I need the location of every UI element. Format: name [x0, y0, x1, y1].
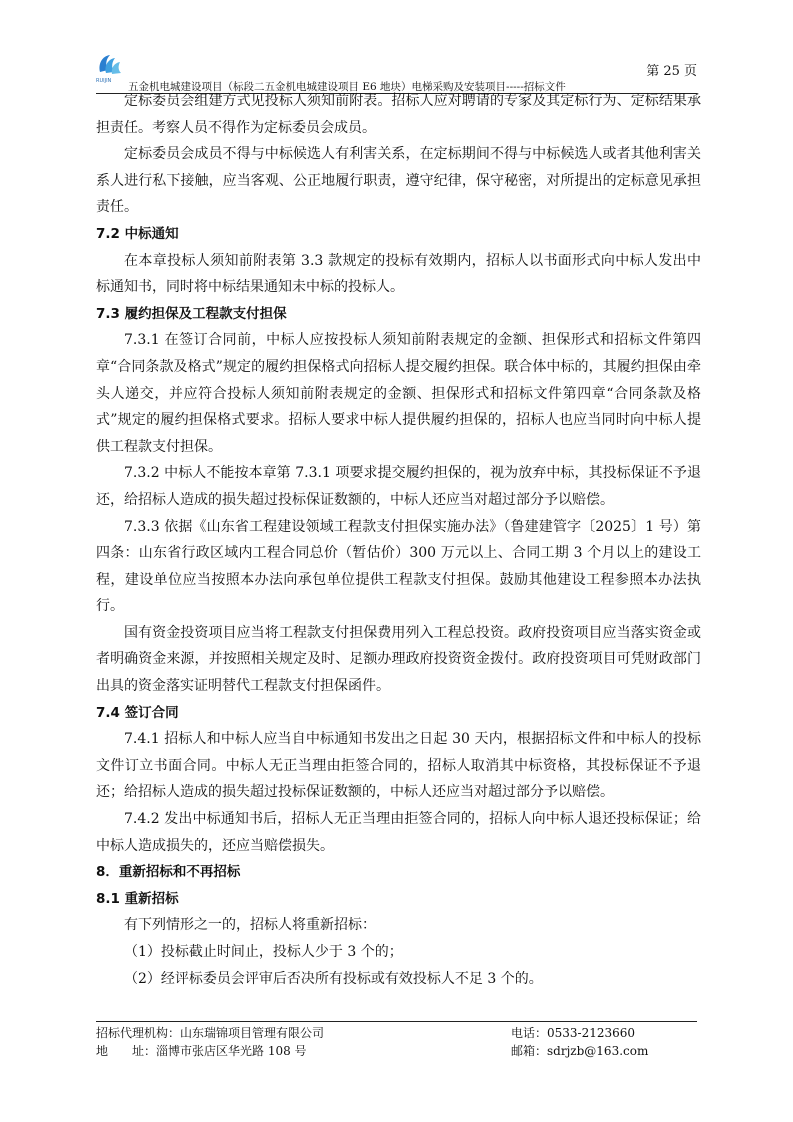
paragraph: 定标委员会成员不得与中标候选人有利害关系，在定标期间不得与中标候选人或者其他利害关系人进行私下接触，应当客观、公正地履行职责，遵守纪律，保守秘密，对所提出的定标意见承担责任。 — [96, 146, 701, 216]
section-heading: 8.1 重新招标 — [96, 890, 179, 907]
footer-divider — [96, 1021, 697, 1022]
footer-email: 邮箱：sdrjzb@163.com — [511, 1044, 649, 1058]
paragraph: 在本章投标人须知前附表第 3.3 款规定的投标有效期内，招标人以书面形式向中标人发出中标通知书，同时将中标结果通知未中标的投标人。 — [96, 252, 701, 296]
paragraph: 7.3.1 在签订合同前，中标人应按投标人须知前附表规定的金额、担保形式和招标文件第四章“合同条款及格式”规定的履约担保格式向招标人提交履约担保。联合体中标的，其履约担保由牵头人递交，并应符合投标人须知前附表规定的金额、担保形式和招标文件第四章“合同条款及格式”规定的履约担保格式要求。招标人要求中标人提供履约担保的，招标人也应当同时向中标人提供工程款支付担保。 — [96, 332, 701, 455]
footer-phone: 电话：0533-2123660 — [511, 1026, 636, 1040]
paragraph: 国有资金投资项目应当将工程款支付担保费用列入工程总投资。政府投资项目应当落实资金或者明确资金来源，并按照相关规定及时、足额办理政府投资资金拨付。政府投资项目可凭财政部门出具的资金落实证明替代工程款支付担保函件。 — [96, 624, 701, 695]
footer-address: 地 址：淄博市张店区华光路 108 号 — [96, 1044, 307, 1058]
paragraph: （1）投标截止时间止，投标人少于 3 个的； — [124, 944, 403, 960]
paragraph: 7.4.2 发出中标通知书后，招标人无正当理由拒签合同的，招标人向中标人退还投标保证；给中标人造成损失的，还应当赔偿损失。 — [96, 811, 701, 854]
footer-agency: 招标代理机构：山东瑞锦项目管理有限公司 — [96, 1026, 325, 1040]
page-number: 第 25 页 — [646, 64, 697, 79]
logo-text: RUIJIN — [96, 78, 112, 84]
company-logo-icon — [96, 52, 124, 78]
paragraph: 7.4.1 招标人和中标人应当自中标通知书发出之日起 30 天内，根据招标文件和中标人的投标文件订立书面合同。中标人无正当理由拒签合同的，招标人取消其中标资格，其投标保证不予退还；给招标人造成的损失超过投标保证数额的，中标人还应当对超过部分予以赔偿。 — [96, 731, 701, 801]
section-heading: 7.4 签订合同 — [96, 704, 179, 721]
paragraph: （2）经评标委员会评审后否决所有投标或有效投标人不足 3 个的。 — [124, 970, 543, 987]
paragraph: 7.3.2 中标人不能按本章第 7.3.1 项要求提交履约担保的，视为放弃中标，其投标保证不予退还，给招标人造成的损失超过投标保证数额的，中标人还应当对超过部分予以赔偿。 — [96, 465, 701, 508]
header-title: 五金机电城建设项目（标段二五金机电城建设项目 E6 地块）电梯采购及安装项目-----招标文件 — [128, 81, 566, 93]
paragraph: 7.3.3 依据《山东省工程建设领域工程款支付担保实施办法》（鲁建建管字〔2025〕1 号）第四条：山东省行政区域内工程合同总价（暂估价）300 万元以上、合同工期 3 个月以上的建设工程，建设单位应当按照本办法向承包单位提供工程款支付担保。鼓励其他建设工程参照本办法执行。 — [96, 518, 701, 615]
document-body — [96, 88, 701, 992]
section-heading: 8．重新招标和不再招标 — [96, 864, 241, 881]
paragraph: 定标委员会组建方式见投标人须知前附表。招标人应对聘请的专家及其定标行为、定标结果承担责任。考察人员不得作为定标委员会成员。 — [96, 93, 701, 136]
paragraph: 有下列情形之一的，招标人将重新招标： — [124, 917, 376, 934]
section-heading: 7.2 中标通知 — [96, 225, 179, 242]
section-heading: 7.3 履约担保及工程款支付担保 — [96, 305, 287, 322]
